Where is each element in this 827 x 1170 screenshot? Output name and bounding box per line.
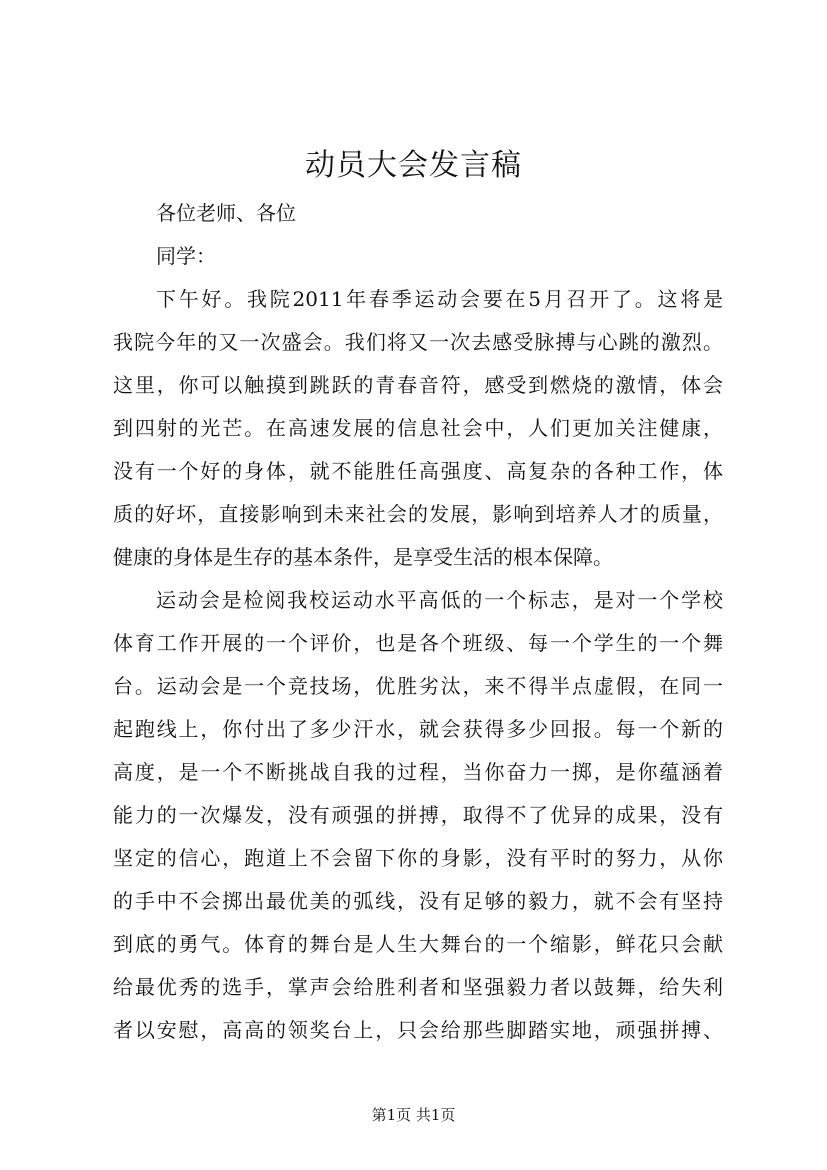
paragraph-line: 下午好。我院2011年春季运动会要在5月召开了。这将是 <box>156 287 723 311</box>
paragraph-line: 高度，是一个不断挑战自我的过程，当你奋力一掷，是你蕴涵着 <box>113 760 723 784</box>
page-footer: 第1页 共1页 <box>371 1106 456 1124</box>
paragraph-line: 到底的勇气。体育的舞台是人生大舞台的一个缩影，鲜花只会献 <box>113 932 723 956</box>
paragraph-line: 这里，你可以触摸到跳跃的青春音符，感受到燃烧的激情，体会 <box>113 373 723 397</box>
paragraph-line: 没有一个好的身体，就不能胜任高强度、高复杂的各种工作，体 <box>113 459 723 483</box>
document-title: 动员大会发言稿 <box>305 148 522 183</box>
paragraph-line: 坚定的信心，跑道上不会留下你的身影，没有平时的努力，从你 <box>113 846 723 870</box>
paragraph-line: 的手中不会掷出最优美的弧线，没有足够的毅力，就不会有坚持 <box>113 889 723 913</box>
paragraph-line: 给最优秀的选手，掌声会给胜利者和坚强毅力者以鼓舞，给失利 <box>113 975 723 999</box>
salutation-line: 各位老师、各位 <box>156 201 296 225</box>
paragraph-line: 起跑线上，你付出了多少汗水，就会获得多少回报。每一个新的 <box>113 717 723 741</box>
paragraph-line: 台。运动会是一个竞技场，优胜劣汰，来不得半点虚假，在同一 <box>113 674 723 698</box>
paragraph-line: 能力的一次爆发，没有顽强的拼搏，取得不了优异的成果，没有 <box>113 803 723 827</box>
paragraph-line: 者以安慰，高高的领奖台上，只会给那些脚踏实地，顽强拼搏、 <box>113 1018 723 1042</box>
paragraph-line: 健康的身体是生存的基本条件，是享受生活的根本保障。 <box>113 545 613 569</box>
paragraph-line: 我院今年的又一次盛会。我们将又一次去感受脉搏与心跳的激烈。 <box>113 330 723 354</box>
paragraph-line: 质的好坏，直接影响到未来社会的发展，影响到培养人才的质量， <box>113 502 723 526</box>
paragraph-line: 体育工作开展的一个评价，也是各个班级、每一个学生的一个舞 <box>113 631 723 655</box>
salutation-line: 同学： <box>156 244 216 268</box>
paragraph-line: 到四射的光芒。在高速发展的信息社会中，人们更加关注健康， <box>113 416 723 440</box>
paragraph-line: 运动会是检阅我校运动水平高低的一个标志，是对一个学校 <box>156 588 723 612</box>
